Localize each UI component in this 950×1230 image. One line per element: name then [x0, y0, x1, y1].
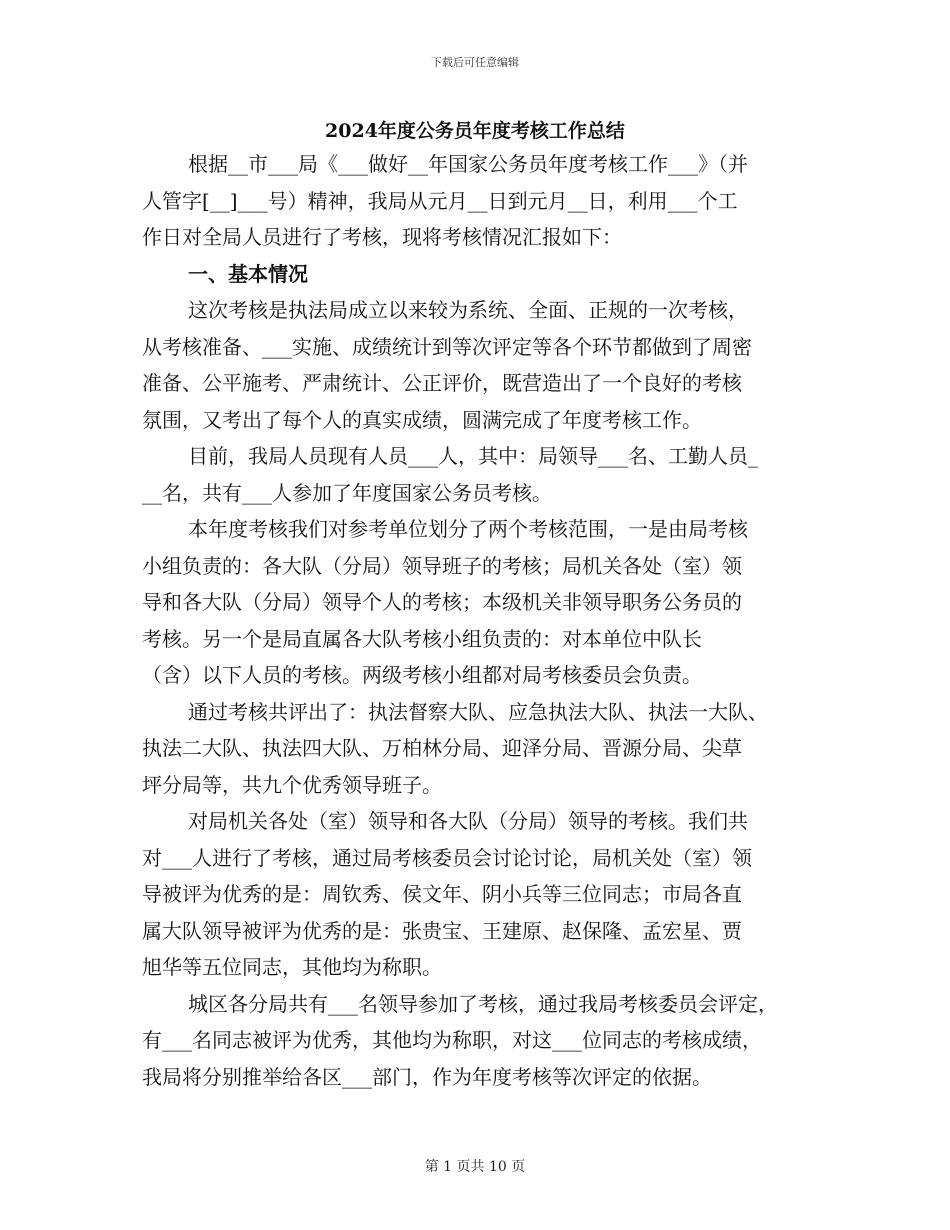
paragraph-line: （含）以下人员的考核。两级考核小组都对局考核委员会负责。 [142, 663, 702, 687]
page-footer: 第 1 页共 10 页 [424, 1159, 526, 1175]
paragraph-line: 城区各分局共有___名领导参加了考核，通过我局考核委员会评定， [188, 991, 778, 1016]
document-title: 2024年度公务员年度考核工作总结 [325, 120, 625, 142]
paragraph-line: 我局将分别推举给各区___部门，作为年度考核等次评定的依据。 [142, 1064, 712, 1089]
paragraph-line: 执法二大队、执法四大队、万柏林分局、迎泽分局、晋源分局、尖草 [142, 736, 742, 760]
paragraph-line: 小组负责的：各大队（分局）领导班子的考核；局机关各处（室）领 [142, 553, 742, 578]
paragraph-line: 通过考核共评出了：执法督察大队、应急执法大队、执法一大队、 [188, 699, 768, 724]
paragraph-line: 根据__市___局《___做好__年国家公务员年度考核工作___》（并 [188, 152, 748, 176]
paragraph-line: 属大队领导被评为优秀的是：张贵宝、王建原、赵保隆、孟宏星、贾 [142, 918, 742, 943]
paragraph-line: __名，共有___人参加了年度国家公务员考核。 [142, 480, 552, 505]
paragraph-line: 从考核准备、___实施、成绩统计到等次评定等各个环节都做到了周密 [142, 334, 752, 359]
paragraph-line: 对___人进行了考核，通过局考核委员会讨论讨论，局机关处（室）领 [142, 845, 752, 870]
paragraph-line: 旭华等五位同志，其他均为称职。 [142, 955, 442, 979]
paragraph-line: 这次考核是执法局成立以来较为系统、全面、正规的一次考核， [188, 298, 748, 322]
paragraph-line: 本年度考核我们对参考单位划分了两个考核范围，一是由局考核 [188, 517, 748, 541]
paragraph-line: 目前，我局人员现有人员___人，其中：局领导___名、工勤人员_ [188, 444, 758, 468]
paragraph-line: 导被评为优秀的是：周钦秀、侯文年、阴小兵等三位同志；市局各直 [142, 882, 742, 906]
header-note: 下载后可任意编辑 [431, 56, 519, 69]
paragraph-line: 有___名同志被评为优秀，其他均为称职，对这___位同志的考核成绩， [142, 1028, 762, 1052]
paragraph-line: 作日对全局人员进行了考核，现将考核情况汇报如下： [142, 225, 622, 249]
document-body [142, 146, 812, 1095]
paragraph-line: 对局机关各处（室）领导和各大队（分局）领导的考核。我们共 [188, 809, 748, 833]
paragraph-line: 坪分局等，共九个优秀领导班子。 [142, 772, 442, 797]
paragraph-line: 人管字[__]___号）精神，我局从元月__日到元月__日，利用___个工 [142, 188, 738, 213]
section-heading: 一、基本情况 [188, 261, 308, 286]
paragraph-line: 导和各大队（分局）领导个人的考核；本级机关非领导职务公务员的 [142, 590, 742, 614]
paragraph-line: 准备、公平施考、严肃统计、公正评价，既营造出了一个良好的考核 [142, 371, 742, 395]
paragraph-line: 考核。另一个是局直属各大队考核小组负责的：对本单位中队长 [142, 626, 702, 651]
paragraph-line: 氛围，又考出了每个人的真实成绩，圆满完成了年度考核工作。 [142, 407, 702, 432]
